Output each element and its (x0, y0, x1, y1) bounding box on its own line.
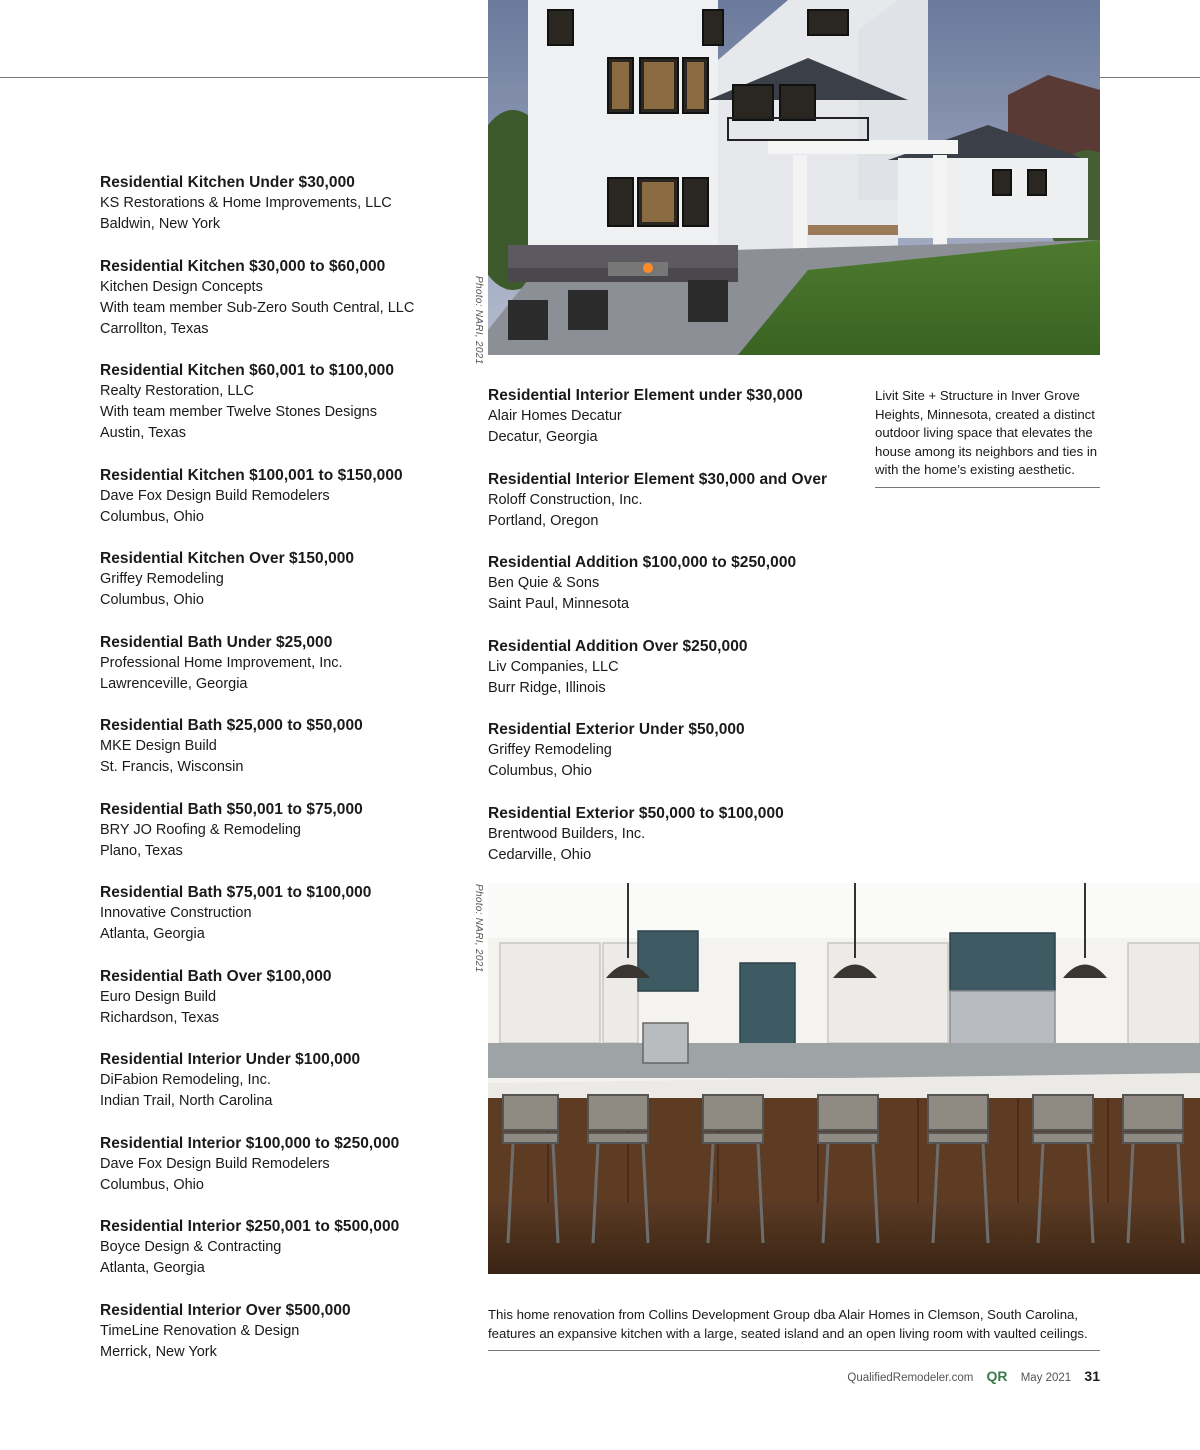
award-category-title: Residential Interior $250,001 to $500,000 (100, 1218, 400, 1235)
award-entry (100, 1133, 440, 1196)
house-photo-caption: Livit Site + Structure in Inver Grove Heights, Minnesota, created a distinct outdoor living space that elevates the house among its neighbors and ties in with the home’s existing aesthetic. (875, 387, 1100, 488)
award-winner: KS Restorations & Home Improvements, LLC (100, 195, 392, 211)
award-winner: Dave Fox Design Build Remodelers (100, 1155, 330, 1172)
award-winner: BRY JO Roofing & Remodeling (100, 821, 301, 838)
award-entry (100, 966, 440, 1029)
award-category-title: Residential Interior Over $500,000 (100, 1301, 351, 1319)
award-category-title: Residential Interior Element $30,000 and Over (488, 470, 828, 488)
award-entry (100, 256, 440, 340)
left-awards-column (100, 172, 440, 1383)
award-entry (488, 719, 848, 782)
award-category-title: Residential Exterior Under $50,000 (488, 721, 745, 738)
award-entry (488, 803, 848, 866)
award-location: Columbus, Ohio (100, 1176, 204, 1193)
award-location: Burr Ridge, Illinois (488, 679, 606, 696)
kitchen-photo (488, 883, 1200, 1274)
award-entry (100, 1300, 440, 1363)
award-winner: Realty Restoration, LLC (100, 383, 254, 399)
award-winner: MKE Design Build (100, 738, 217, 754)
award-location: Indian Trail, North Carolina (100, 1093, 273, 1109)
award-entry (100, 632, 440, 695)
award-location: Atlanta, Georgia (100, 1260, 205, 1276)
award-category-title: Residential Addition $100,000 to $250,000 (488, 554, 797, 571)
award-winner: Professional Home Improvement, Inc. (100, 654, 343, 671)
award-location: Lawrenceville, Georgia (100, 675, 248, 692)
footer-issue: May 2021 (1020, 1372, 1072, 1384)
award-category-title: Residential Bath $50,001 to $75,000 (100, 800, 363, 818)
award-location: St. Francis, Wisconsin (100, 759, 244, 775)
footer-logo: QR (986, 1368, 1008, 1384)
photo-credit-top: Photo: NARI, 2021 (473, 276, 484, 365)
award-category-title: Residential Bath Over $100,000 (100, 967, 332, 985)
award-location: Merrick, New York (100, 1343, 217, 1360)
award-winner: Kitchen Design Concepts (100, 278, 263, 295)
award-location: Baldwin, New York (100, 216, 221, 232)
footer-site: QualifiedRemodeler.com (847, 1372, 974, 1384)
award-entry (100, 548, 440, 611)
award-category-title: Residential Bath $75,001 to $100,000 (100, 884, 372, 901)
middle-awards-column (488, 385, 848, 886)
award-entry (100, 882, 440, 945)
award-winner: Euro Design Build (100, 988, 217, 1005)
top-rule-right (1100, 77, 1200, 78)
award-entry (100, 1049, 440, 1112)
award-category-title: Residential Interior Under $100,000 (100, 1051, 361, 1068)
award-category-title: Residential Addition Over $250,000 (488, 637, 748, 655)
award-winner: Boyce Design & Contracting (100, 1239, 282, 1255)
award-category-title: Residential Interior Element under $30,000 (488, 387, 803, 404)
award-entry (100, 172, 440, 235)
award-winner: DiFabion Remodeling, Inc. (100, 1072, 271, 1088)
award-category-title: Residential Bath Under $25,000 (100, 633, 333, 651)
award-winner: With team member Twelve Stones Designs (100, 404, 377, 420)
award-category-title: Residential Bath $25,000 to $50,000 (100, 717, 363, 734)
award-entry (488, 636, 848, 699)
award-category-title: Residential Kitchen $30,000 to $60,000 (100, 257, 386, 275)
award-winner: Roloff Construction, Inc. (488, 491, 643, 508)
award-location: Columbus, Ohio (100, 508, 204, 525)
award-winner: Liv Companies, LLC (488, 658, 619, 675)
award-location: Saint Paul, Minnesota (488, 596, 630, 612)
kitchen-photo-caption: This home renovation from Collins Development Group dba Alair Homes in Clemson, South Carolina, features an expansive kitchen with a large, seated island and an open living room with vaulted ceilings. (488, 1306, 1100, 1351)
award-category-title: Residential Kitchen $60,001 to $100,000 (100, 362, 395, 379)
award-location: Columbus, Ohio (488, 763, 592, 779)
award-location: Atlanta, Georgia (100, 926, 205, 942)
award-winner: With team member Sub-Zero South Central, LLC (100, 299, 415, 316)
photo-credit-kitchen: Photo: NARI, 2021 (473, 884, 484, 973)
page-footer (0, 1368, 1100, 1384)
award-location: Portland, Oregon (488, 512, 599, 529)
award-entry (100, 360, 440, 444)
award-category-title: Residential Kitchen Under $30,000 (100, 174, 355, 191)
award-entry (100, 1216, 440, 1279)
award-category-title: Residential Kitchen $100,001 to $150,000 (100, 466, 403, 484)
award-category-title: Residential Exterior $50,000 to $100,000 (488, 804, 784, 822)
award-location: Cedarville, Ohio (488, 846, 592, 863)
award-entry (488, 469, 848, 532)
award-winner: Innovative Construction (100, 905, 252, 921)
award-winner: Dave Fox Design Build Remodelers (100, 487, 330, 504)
award-winner: Griffey Remodeling (488, 742, 612, 758)
award-entry (100, 465, 440, 528)
house-exterior-photo (488, 0, 1100, 355)
award-entry (100, 715, 440, 778)
award-winner: Alair Homes Decatur (488, 408, 622, 424)
award-winner: Griffey Remodeling (100, 571, 224, 587)
award-location: Decatur, Georgia (488, 429, 598, 445)
award-location: Richardson, Texas (100, 1009, 220, 1026)
top-rule-left (0, 77, 488, 78)
award-location: Austin, Texas (100, 425, 186, 441)
award-location: Plano, Texas (100, 842, 183, 859)
award-winner: TimeLine Renovation & Design (100, 1322, 300, 1339)
award-category-title: Residential Interior $100,000 to $250,000 (100, 1134, 400, 1152)
award-location: Columbus, Ohio (100, 592, 204, 608)
award-winner: Brentwood Builders, Inc. (488, 825, 646, 842)
award-entry (100, 799, 440, 862)
footer-page-number: 31 (1084, 1368, 1100, 1384)
award-category-title: Residential Kitchen Over $150,000 (100, 550, 355, 567)
award-winner: Ben Quie & Sons (488, 575, 600, 591)
award-location: Carrollton, Texas (100, 320, 209, 337)
award-entry (488, 552, 848, 615)
award-entry (488, 385, 848, 448)
